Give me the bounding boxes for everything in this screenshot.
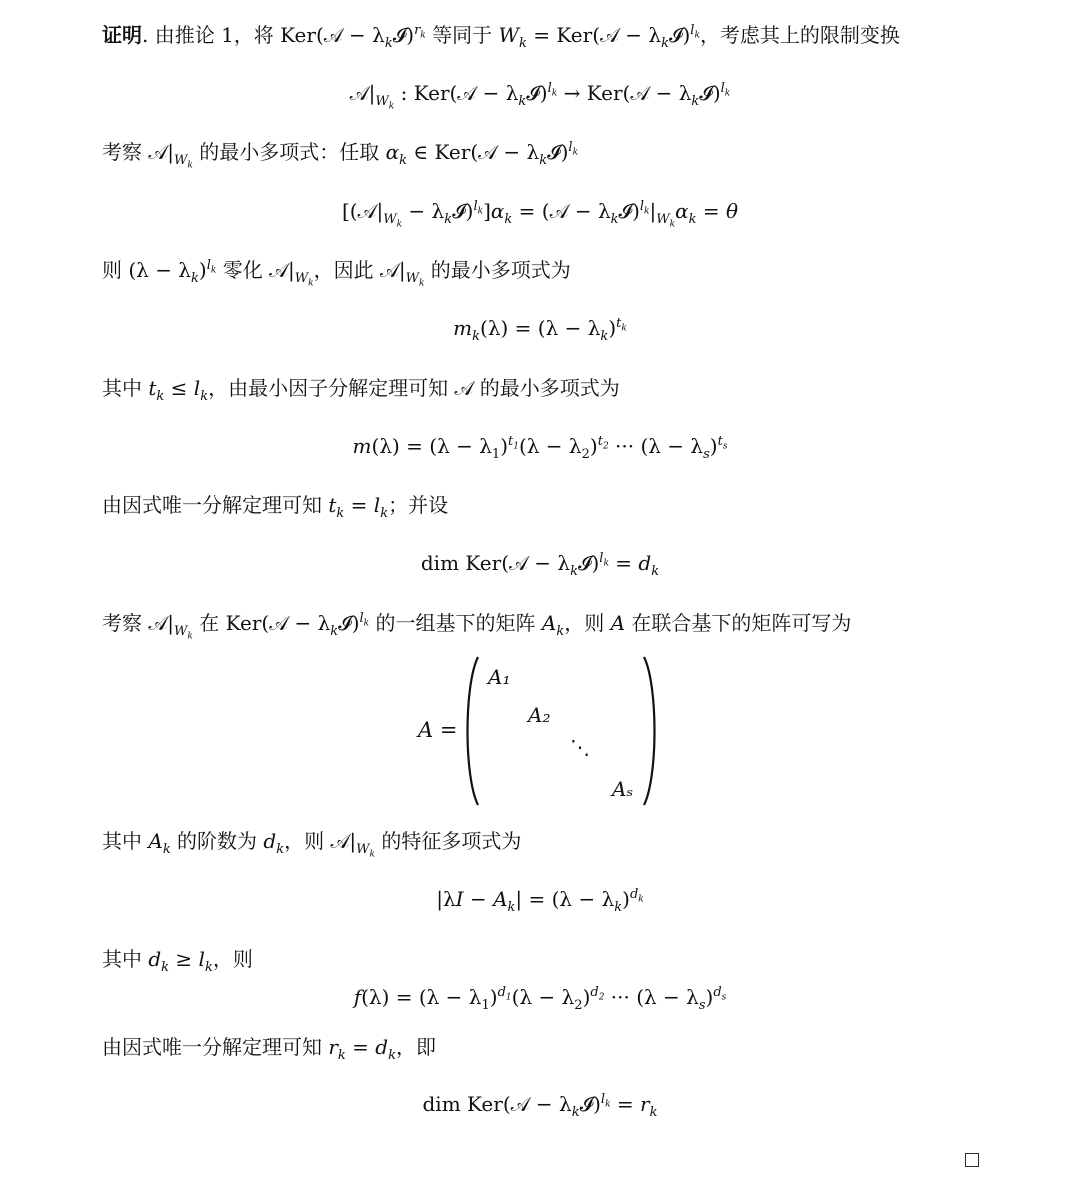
text: 等同于	[425, 23, 499, 47]
text: 则	[102, 258, 129, 282]
text: ，考虑其上的限制变换	[699, 23, 900, 47]
math-inline: $r_k = d_k$	[328, 1035, 396, 1063]
text: 由因式唯一分解定理可知	[102, 493, 329, 517]
math-part: 𝓘)	[668, 23, 691, 47]
proof-line-4	[0, 374, 1080, 402]
math-inline: $(\lambda - \lambda_k)^{l_k}$	[128, 258, 217, 286]
math-inline: $t_k \le l_k$	[148, 376, 209, 404]
text: 的最小多项式为	[424, 258, 571, 282]
text: 零化	[216, 258, 270, 282]
equation-6-content: $|\lambda I - A_k| = (\lambda - \lambda_k)^{d_k}$	[436, 887, 644, 915]
text: 由因式唯一分解定理可知	[102, 1035, 329, 1059]
right-paren	[642, 655, 660, 807]
text: ；并设	[388, 493, 449, 517]
proof-line-8	[0, 945, 1080, 973]
text: ，由最小因子分解定理可知	[208, 376, 455, 400]
math-inline: $A_k$	[541, 611, 565, 639]
proof-line-3	[0, 256, 1080, 289]
equation-4-content: $m(\lambda) = (\lambda - \lambda_1)^{t_1}(\lambda - \lambda_2)^{t_2}$ ··· $(\lambda - \lambda_s)^{t_s}$	[352, 434, 728, 462]
proof-line-9	[0, 1033, 1080, 1061]
math-inline: $𝒜|_{W_k}$	[379, 258, 425, 289]
text: 其中	[102, 829, 149, 853]
math-inline: Ker(𝒜 − $\lambda_k𝓘)^{l_k}$	[225, 611, 370, 639]
equation-1-content: $𝒜|_{W_k}$ : Ker(𝒜 − $\lambda_k𝓘)^{l_k}$ → Ker(𝒜 − $\lambda_k𝓘)^{l_k}$	[349, 81, 731, 112]
math-inline: $A_k$	[148, 829, 171, 857]
equation-7-content: $f(\lambda) = (\lambda - \lambda_1)^{d_1}(\lambda - \lambda_2)^{d_2}$ ··· $(\lambda - \lambda_s)^{d_s}$	[353, 985, 727, 1013]
text: 的一组基下的矩阵	[369, 611, 542, 635]
math-inline: $𝒜|_{W_k}$	[148, 140, 193, 171]
text: ，因此	[313, 258, 380, 282]
block-diagonal-matrix	[410, 655, 670, 810]
matrix-entry: ⋱	[570, 735, 590, 759]
proof-line-5	[0, 491, 1080, 519]
proof-line-7	[0, 827, 1080, 860]
equation-2-content: [($𝒜|_{W_k}$ − $\lambda_k𝓘)^{l_k}]\alpha_k$ = (𝒜 − $\lambda_k𝓘)^{l_k}|_{W_k}\alpha_k = \theta$	[341, 199, 739, 230]
text: 考察	[102, 140, 149, 164]
equation-2	[0, 197, 1080, 230]
text: 的最小多项式为	[473, 376, 620, 400]
text: 考察	[102, 611, 149, 635]
equation-7	[0, 983, 1080, 1011]
text: 的阶数为	[170, 829, 264, 853]
math-inline: $W_k$ = Ker(𝒜 − $\lambda_k𝓘)^{l_k}$	[498, 23, 700, 51]
math-inline: A	[610, 611, 626, 635]
proof-line-6	[0, 609, 1080, 642]
equation-1	[0, 79, 1080, 112]
matrix-entry: Aₛ	[612, 777, 634, 801]
proof-line-2	[0, 138, 1080, 171]
equation-4	[0, 432, 1080, 460]
text: 其中	[102, 376, 149, 400]
proof-label: 证明	[102, 23, 142, 47]
left-paren	[462, 655, 480, 807]
matrix-lhs: A =	[418, 718, 458, 742]
math-part: = Ker(𝒜 − λ	[526, 23, 662, 47]
math-inline: $t_k = l_k$	[328, 493, 389, 521]
equation-3	[0, 314, 1080, 342]
matrix-entry: A₁	[488, 665, 511, 689]
text: 的特征多项式为	[375, 829, 522, 853]
proof-line-1	[0, 21, 1080, 49]
equation-6	[0, 885, 1080, 913]
math-inline: $d_k \ge l_k$	[148, 947, 213, 975]
math-inline: Ker(𝒜 − $\lambda_k𝓘)^{r_k}$	[280, 23, 426, 51]
text: ，则	[284, 829, 331, 853]
math-inline: 𝒜	[454, 376, 474, 400]
qed-symbol	[965, 1153, 979, 1167]
text: 其中	[102, 947, 149, 971]
equation-5-content: dim Ker(𝒜 − $\lambda_k𝓘)^{l_k} = d_k$	[420, 551, 660, 579]
math-inline: $𝒜|_{W_k}$	[330, 829, 375, 860]
text: 的最小多项式：任取	[192, 140, 386, 164]
text: ，则	[212, 947, 253, 971]
math-inline: $𝒜|_{W_k}$	[269, 258, 314, 289]
math-inline: $\alpha_k$ ∈ Ker(𝒜 − $\lambda_k𝓘)^{l_k}$	[385, 140, 579, 168]
equation-8-content: dim Ker(𝒜 − $\lambda_k𝓘)^{l_k} = r_k$	[422, 1092, 658, 1120]
math-part: Ker(𝒜 − λ	[280, 23, 385, 47]
text: ，则	[564, 611, 611, 635]
math-part: W	[498, 23, 520, 47]
equation-5	[0, 549, 1080, 577]
math-inline: $d_k$	[263, 829, 285, 857]
text: . 由推论 1，将	[142, 23, 281, 47]
text: 在	[192, 611, 226, 635]
matrix-entry: A₂	[528, 703, 551, 727]
text: 在联合基下的矩阵可写为	[625, 611, 852, 635]
equation-3-content: $m_k(\lambda) = (\lambda - \lambda_k)^{t_k}$	[453, 316, 627, 344]
math-inline: $𝒜|_{W_k}$	[148, 611, 193, 642]
equation-8	[0, 1090, 1080, 1118]
text: ，即	[396, 1035, 436, 1059]
math-part: 𝓘)	[392, 23, 415, 47]
